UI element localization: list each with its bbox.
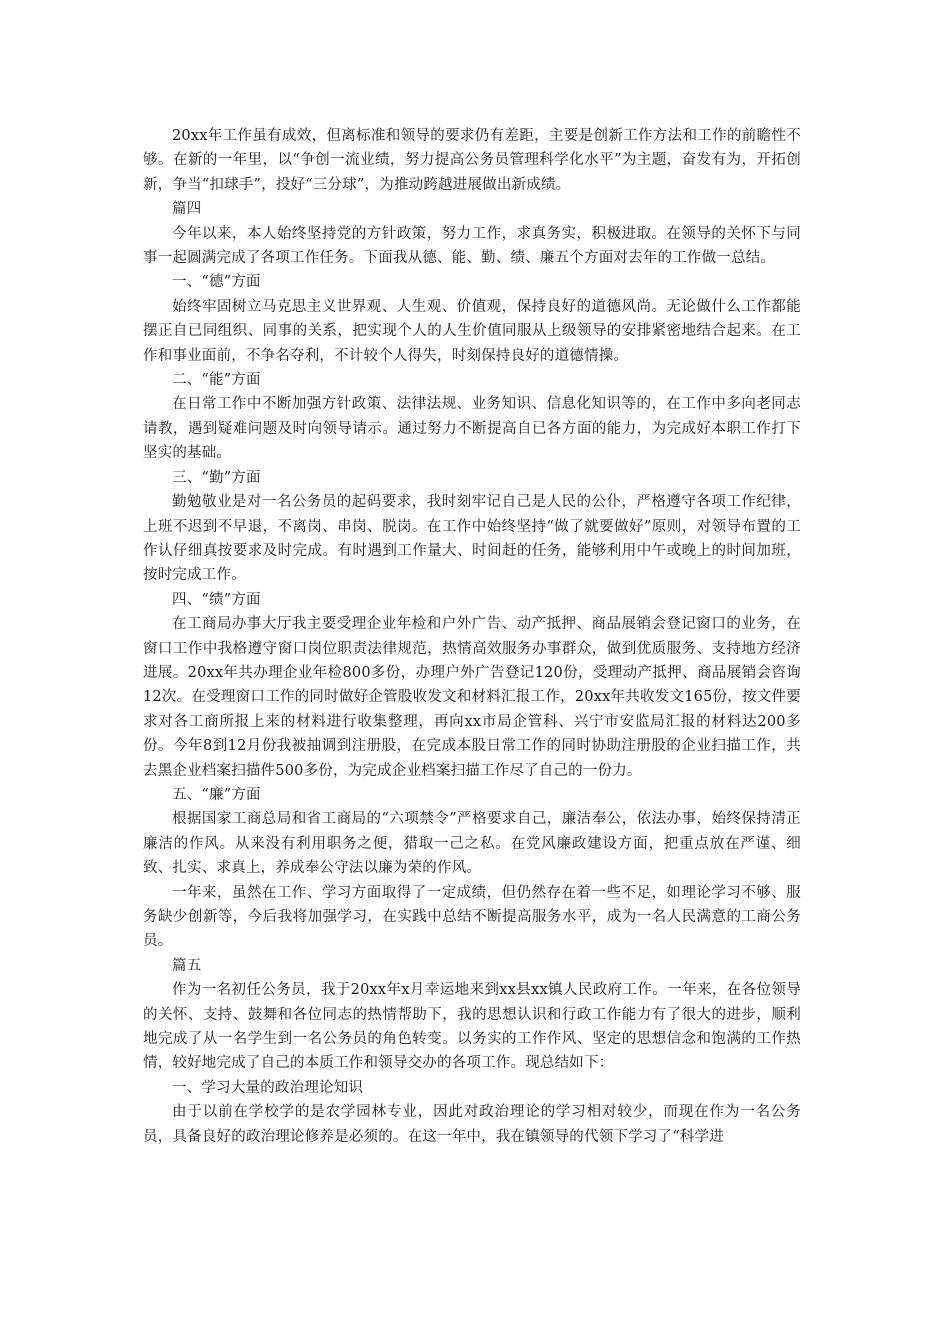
heading-ji: 四、“绩”方面 xyxy=(172,591,261,608)
paragraph-conclusion: 一年来，虽然在工作、学习方面取得了一定成绩，但仍然存在着一些不足，如理论学习不够、服务缺少创新等，今后我将加强学习，在实践中总结不断提高服务水平，成为一名人民满意的工商公务员。 xyxy=(143,884,801,950)
paragraph-qin: 勤勉敬业是对一名公务员的起码要求，我时刻牢记自己是人民的公仆，严格遵守各项工作纪律，上班不迟到不早退，不离岗、串岗、脱岗。在工作中始终坚持“做了就要做好”原则，对领导布置的工作认仔细真按要求及时完成。有时遇到工作量大、时间赶的任务，能够利用中午或晚上的时间加班，按时完成工作。 xyxy=(143,494,801,584)
paragraph-ji: 在工商局办事大厅我主要受理企业年检和户外广告、动产抵押、商品展销会登记窗口的业务，在窗口工作中我格遵守窗口岗位职责法律规范，热情高效服务办事群众，做到优质服务、支持地方经济进展。20xx年共办理企业年检800多份，办理户外广告登记120份，受理动产抵押、商品展销会咨询12次。在受理窗口工作的同时做好企管股收发文和材料汇报工作，20xx年共收发文165份，按文件要求对各工商所报上来的材料进行收集整理，再向xx市局企管科、兴宁市安监局汇报的材料达200多份。今年8到12月份我被抽调到注册股，在完成本股日常工作的同时协助注册股的企业扫描工作，共去黑企业档案扫描件500多份，为完成企业档案扫描工作尽了自己的一份力。 xyxy=(143,616,801,779)
paragraph-political-theory: 由于以前在学校学的是农学园林专业，因此对政治理论的学习相对较少，而现在作为一名公务员，具备良好的政治理论修养是必须的。在这一年中，我在镇领导的代领下学习了“科学进 xyxy=(143,1104,801,1145)
paragraph-de: 始终牢固树立马克思主义世界观、人生观、价值观，保持良好的道德风尚。无论做什么工作都能摆正自已同组织、同事的关系，把实现个人的人生价值同服从上级领导的安排紧密地结合起来。在工作和事业面前，不争名夺利，不计较个人得失，时刻保持良好的道德情操。 xyxy=(143,298,801,364)
document-page xyxy=(143,124,801,1149)
section-title-part-four: 篇四 xyxy=(172,201,202,218)
paragraph-intro-part-four: 今年以来，本人始终坚持党的方针政策，努力工作，求真务实，积极进取。在领导的关怀下与同事一起圆满完成了各项工作任务。下面我从德、能、勤、绩、廉五个方面对去年的工作做一总结。 xyxy=(143,225,801,267)
section-title-part-five: 篇五 xyxy=(172,957,202,974)
paragraph-summary-2014: 20xx年工作虽有成效，但离标准和领导的要求仍有差距，主要是创新工作方法和工作的前瞻性不够。在新的一年里，以“争创一流业绩，努力提高公务员管理科学化水平”为主题，奋发有为，开拓创新，争当“扣球手”，投好“三分球”，为推动跨越进展做出新成绩。 xyxy=(143,128,801,193)
heading-qin: 三、“勤”方面 xyxy=(172,469,261,486)
paragraph-neng: 在日常工作中不断加强方针政策、法律法规、业务知识、信息化知识等的，在工作中多向老同志请教，遇到疑难问题及时向领导请示。通过努力不断提高自已各方面的能力，为完成好本职工作打下坚实的基础。 xyxy=(143,396,801,462)
heading-de: 一、“德”方面 xyxy=(172,274,261,291)
paragraph-intro-part-five: 作为一名初任公务员，我于20xx年x月幸运地来到xx县xx镇人民政府工作。一年来，在各位领导的关怀、支持、鼓舞和各位同志的热情帮助下，我的思想认识和行政工作能力有了很大的进步，顺利地完成了从一名学生到一名公务员的角色转变。以务实的工作作风、坚定的思想信念和饱满的工作热情，较好地完成了自己的本质工作和领导交办的各项工作。现总结如下： xyxy=(143,982,801,1072)
heading-neng: 二、“能”方面 xyxy=(172,372,261,389)
heading-lian: 五、“廉”方面 xyxy=(172,786,261,803)
paragraph-lian: 根据国家工商总局和省工商局的“六项禁令”严格要求自己，廉洁奉公，依法办事，始终保持清正廉洁的作风。从来没有利用职务之便，猎取一己之私。在党风廉政建设方面，把重点放在严谨、细致、扎实、求真上，养成奉公守法以廉为荣的作风。 xyxy=(143,811,801,877)
heading-political-theory: 一、学习大量的政治理论知识 xyxy=(172,1079,364,1096)
